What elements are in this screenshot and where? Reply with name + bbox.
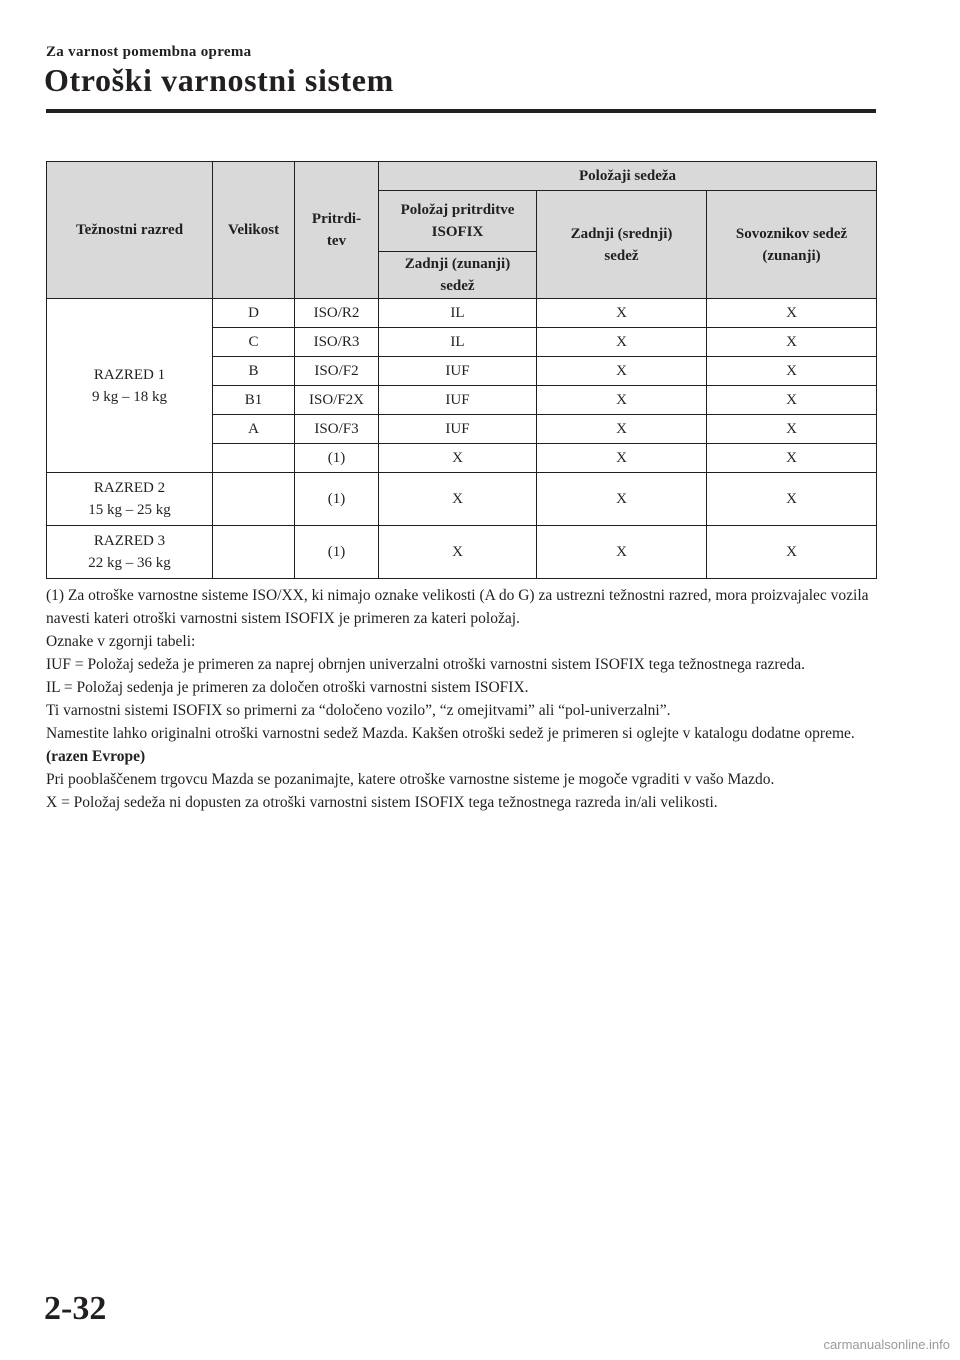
note-1: (1) Za otroške varnostne sisteme ISO/XX, ki nimajo oznake velikosti (A do G) za ustrezni težnostni razred, mora proizvajalec vozila navesti kateri otroški varnostni sistem ISOFIX je primeren za kateri položaj.: [46, 587, 869, 627]
note-except-europe: (razen Evrope): [46, 748, 146, 765]
fixture-cell: (1): [295, 473, 379, 526]
front-passenger-cell: X: [707, 473, 877, 526]
table-header-row: [47, 162, 877, 191]
weight-class-cell: RAZRED 2 15 kg – 25 kg: [47, 473, 213, 526]
size-cell: B: [213, 357, 295, 386]
size-cell: [213, 444, 295, 473]
rear-center-cell: X: [537, 415, 707, 444]
legend-il-types: Ti varnostni sistemi ISOFIX so primerni za “določeno vozilo”, “z omejitvami” ali “pol-univerzalni”.: [46, 702, 671, 719]
fixture-cell: (1): [295, 526, 379, 579]
header-rear-center: Zadnji (srednji) sedež: [537, 191, 707, 299]
rear-outer-cell: X: [379, 444, 537, 473]
legend-heading: Oznake v zgornji tabeli:: [46, 633, 196, 650]
legend-x: X = Položaj sedeža ni dopusten za otroški varnostni sistem ISOFIX tega težnostnega razreda in/ali velikosti.: [46, 794, 718, 811]
notes: [46, 584, 876, 814]
section-label: Za varnost pomembna oprema: [46, 44, 252, 60]
header-rear-outer: Zadnji (zunanji) sedež: [379, 252, 537, 299]
front-passenger-cell: X: [707, 328, 877, 357]
watermark: carmanualsonline.info: [823, 1337, 950, 1352]
rear-outer-cell: IUF: [379, 415, 537, 444]
front-passenger-cell: X: [707, 526, 877, 579]
size-cell: [213, 526, 295, 579]
fixture-cell: (1): [295, 444, 379, 473]
weight-class-cell: RAZRED 3 22 kg – 36 kg: [47, 526, 213, 579]
header-fixture: Pritrdi- tev: [295, 162, 379, 299]
fixture-cell: ISO/F2: [295, 357, 379, 386]
fixture-cell: ISO/R2: [295, 299, 379, 328]
note-original-seat: Namestite lahko originalni otroški varnostni sedež Mazda. Kakšen otroški sedež je primeren si oglejte v katalogu dodatne opreme.: [46, 725, 855, 742]
table-body: [47, 299, 877, 579]
front-passenger-cell: X: [707, 444, 877, 473]
fixture-cell: ISO/F2X: [295, 386, 379, 415]
front-passenger-cell: X: [707, 357, 877, 386]
size-cell: A: [213, 415, 295, 444]
rear-outer-cell: IL: [379, 299, 537, 328]
size-cell: [213, 473, 295, 526]
rear-center-cell: X: [537, 386, 707, 415]
size-cell: C: [213, 328, 295, 357]
header-front-passenger: Sovoznikov sedež (zunanji): [707, 191, 877, 299]
rear-outer-cell: IUF: [379, 386, 537, 415]
rear-center-cell: X: [537, 357, 707, 386]
fixture-cell: ISO/R3: [295, 328, 379, 357]
table-row: [47, 299, 877, 328]
rear-center-cell: X: [537, 299, 707, 328]
page-title: Otroški varnostni sistem: [44, 62, 394, 98]
legend-iuf: IUF = Položaj sedeža je primeren za naprej obrnjen univerzalni otroški varnostni sistem ISOFIX tega težnostnega razreda.: [46, 656, 805, 673]
rear-center-cell: X: [537, 444, 707, 473]
rear-outer-cell: X: [379, 526, 537, 579]
front-passenger-cell: X: [707, 299, 877, 328]
rear-outer-cell: IL: [379, 328, 537, 357]
front-passenger-cell: X: [707, 415, 877, 444]
front-passenger-cell: X: [707, 386, 877, 415]
rear-center-cell: X: [537, 473, 707, 526]
rear-outer-cell: X: [379, 473, 537, 526]
weight-class-cell: RAZRED 1 9 kg – 18 kg: [47, 299, 213, 473]
table-row: [47, 473, 877, 526]
header-seat-positions: Položaji sedeža: [379, 162, 877, 191]
rear-outer-cell: IUF: [379, 357, 537, 386]
header-size: Velikost: [213, 162, 295, 299]
page-number: 2-32: [44, 1290, 107, 1327]
size-cell: D: [213, 299, 295, 328]
fixture-cell: ISO/F3: [295, 415, 379, 444]
size-cell: B1: [213, 386, 295, 415]
rear-center-cell: X: [537, 526, 707, 579]
note-dealer: Pri pooblaščenem trgovcu Mazda se pozanimajte, katere otroške varnostne sisteme je mogoče vgraditi v vašo Mazdo.: [46, 771, 775, 788]
header-isofix-position: Položaj pritrditve ISOFIX: [379, 191, 537, 252]
isofix-table: [46, 161, 877, 579]
title-rule: [46, 109, 876, 113]
legend-il: IL = Položaj sedenja je primeren za določen otroški varnostni sistem ISOFIX.: [46, 679, 529, 696]
table-row: [47, 526, 877, 579]
rear-center-cell: X: [537, 328, 707, 357]
header-weight-class: Težnostni razred: [47, 162, 213, 299]
